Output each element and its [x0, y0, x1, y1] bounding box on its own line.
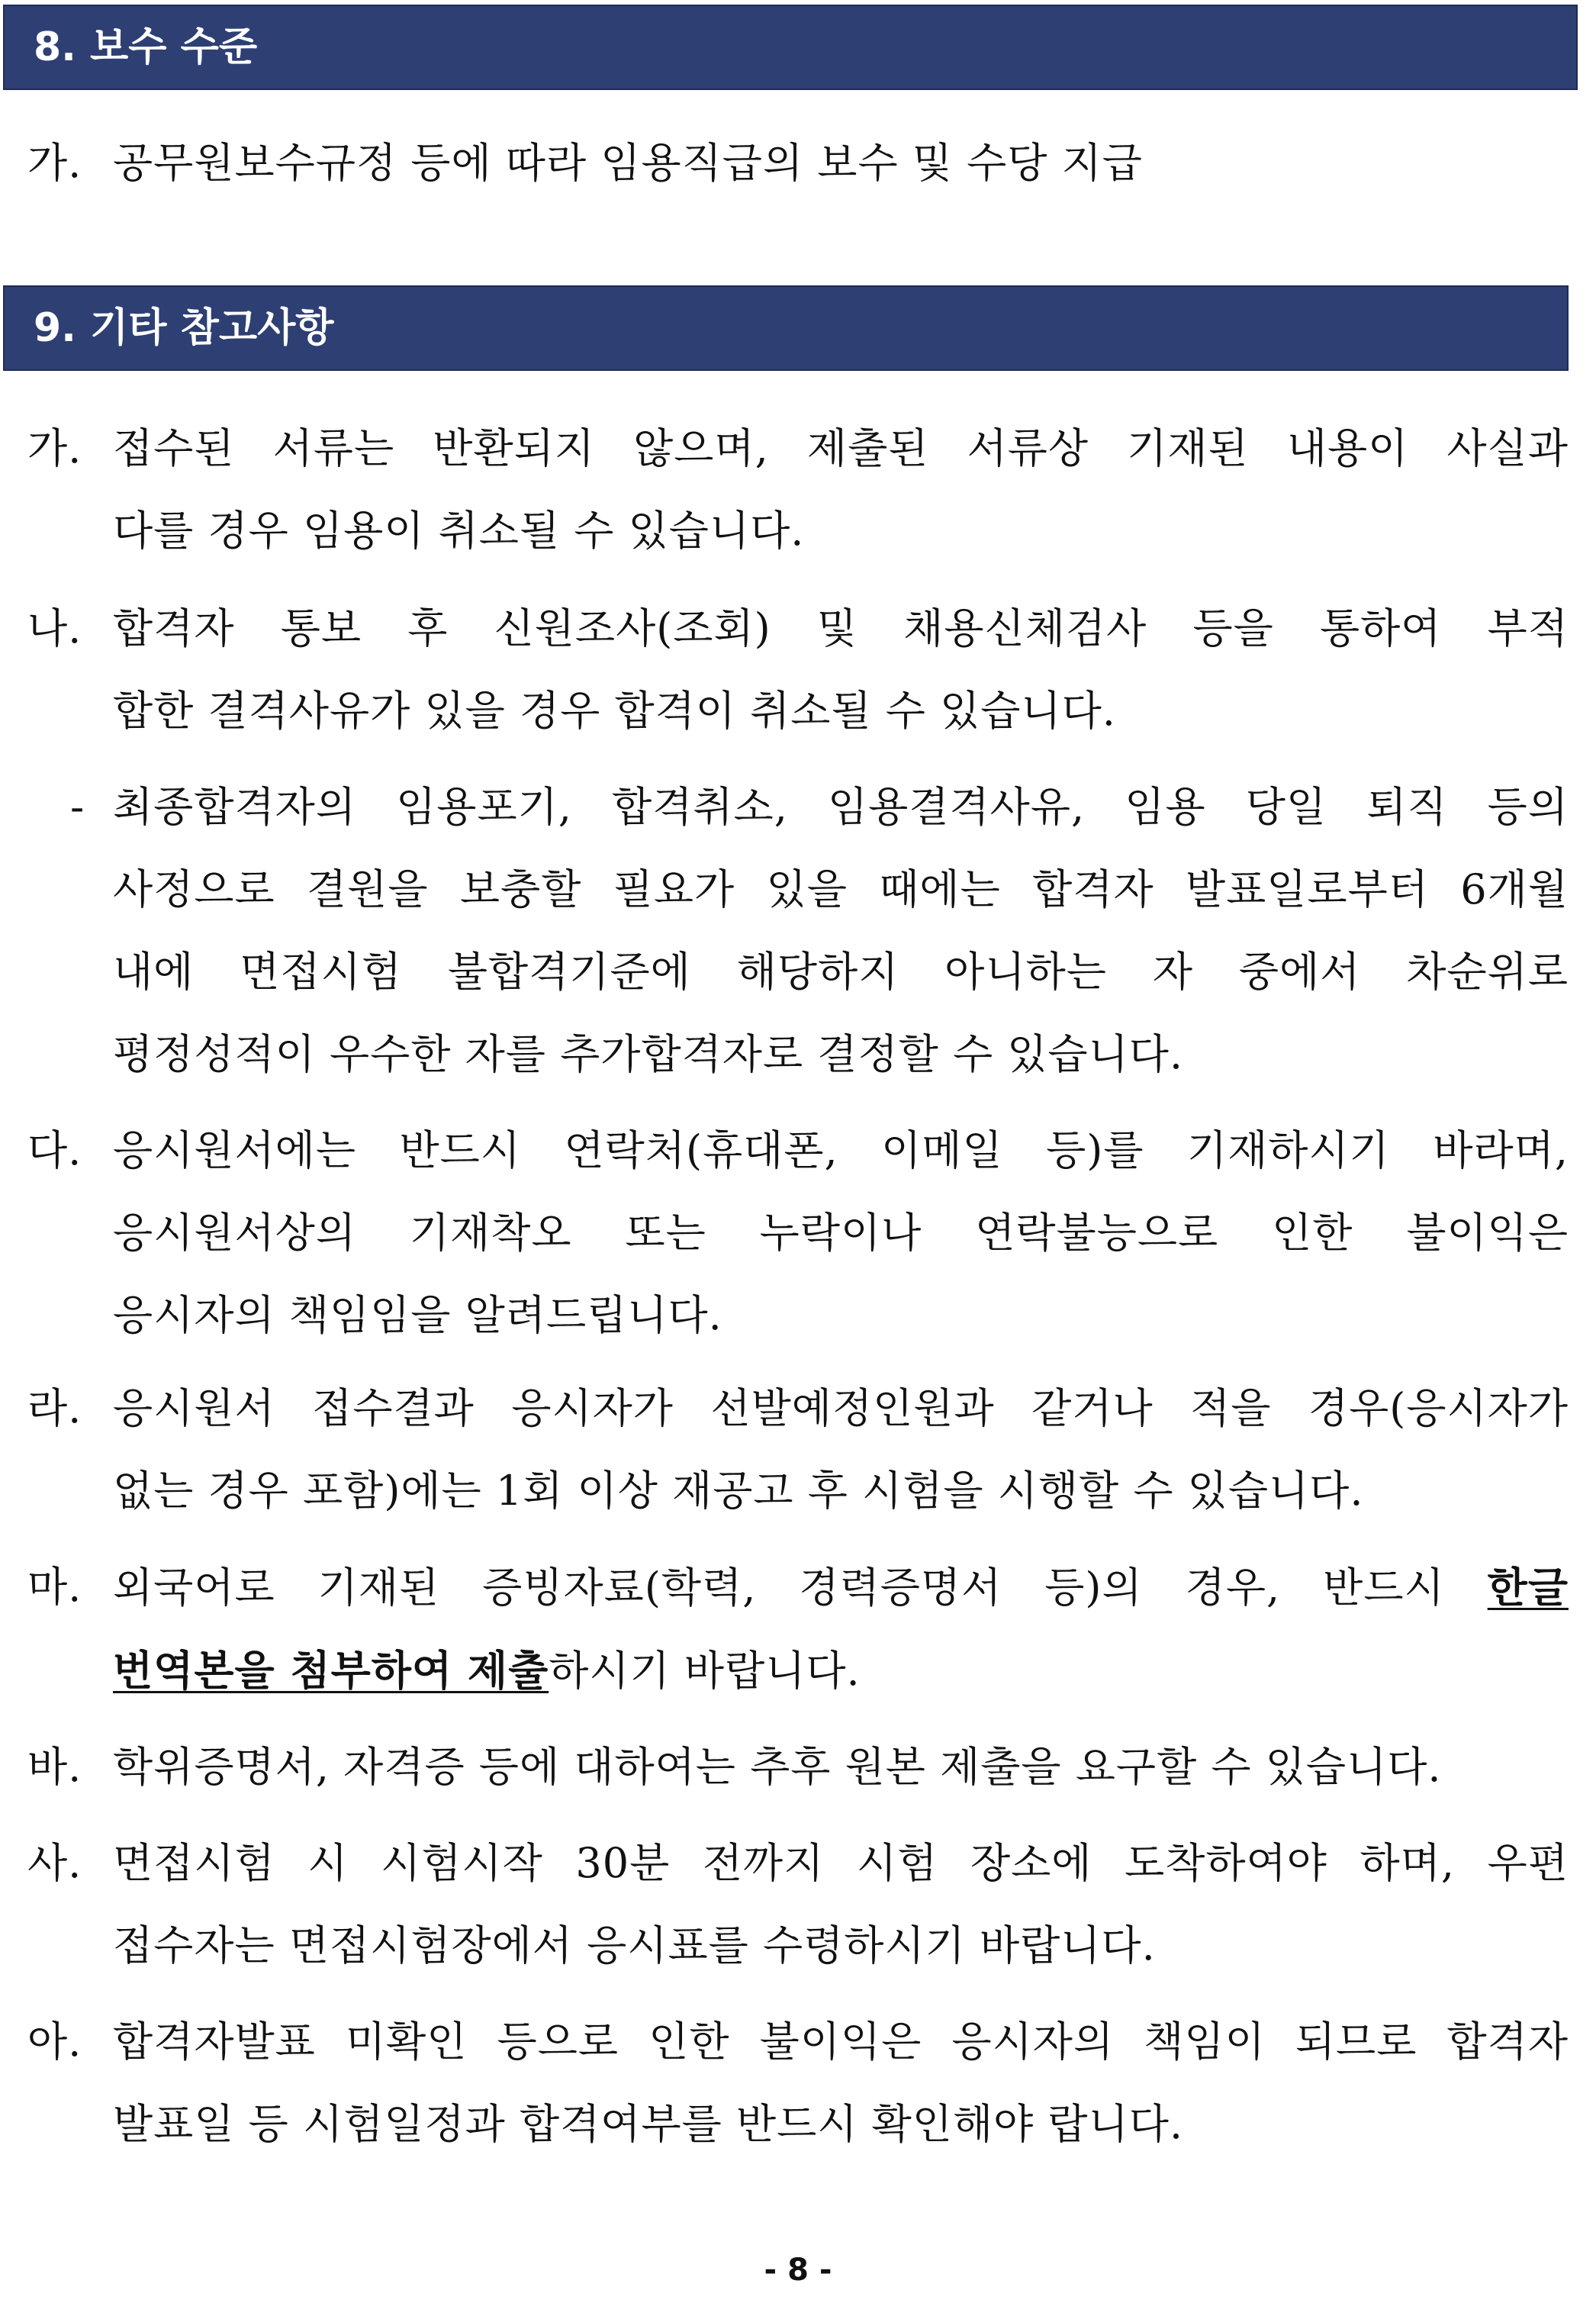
page-number: - 8 - — [764, 2253, 832, 2288]
section-9-item-ba — [27, 1726, 1569, 1808]
section-9-header: 9. 기타 참고사항 — [3, 285, 1569, 371]
item-line: 응시원서에는 반드시 연락처(휴대폰, 이메일 등)를 기재하시기 바라며, — [113, 1126, 1569, 1174]
item-marker: 라. — [27, 1384, 82, 1432]
item-line: 응시원서 접수결과 응시자가 선발예정인원과 같거나 적을 경우(응시자가 — [113, 1384, 1569, 1432]
section-9-item-ga — [27, 407, 1569, 572]
item-marker: 가. — [27, 139, 82, 187]
section-8-item-ga — [27, 122, 1569, 205]
item-line — [113, 1629, 1569, 1712]
item-marker: 사. — [27, 1839, 82, 1887]
item-line — [113, 1546, 1569, 1629]
item-line: 최종합격자의 임용포기, 합격취소, 임용결격사유, 임용 당일 퇴직 등의 — [113, 783, 1569, 831]
item-text: 외국어로 기재된 증빙자료(학력, 경력증명서 등)의 경우, 반드시 — [113, 1564, 1488, 1612]
item-line: 다를 경우 임용이 취소될 수 있습니다. — [113, 507, 805, 555]
item-marker: 아. — [27, 2018, 82, 2066]
section-9-item-ra — [27, 1367, 1569, 1532]
item-line: 학위증명서, 자격증 등에 대하여는 추후 원본 제출을 요구할 수 있습니다. — [113, 1743, 1442, 1791]
item-marker: 바. — [27, 1743, 82, 1791]
item-line: 발표일 등 시험일정과 합격여부를 반드시 확인해야 랍니다. — [113, 2100, 1184, 2148]
section-9-item-da — [27, 1110, 1569, 1357]
emphasis-text: 번역본을 첨부하여 제출 — [113, 1646, 549, 1695]
item-marker: 마. — [27, 1563, 82, 1611]
item-line: 합격자 통보 후 신원조사(조회) 및 채용신체검사 등을 통하여 부적 — [113, 604, 1569, 652]
section-9-item-a — [27, 2001, 1569, 2166]
section-9-item-na — [27, 588, 1569, 752]
item-line: 응시자의 책임임을 알려드립니다. — [113, 1291, 722, 1339]
section-9-item-ma — [27, 1546, 1569, 1712]
item-line: 없는 경우 포함)에는 1회 이상 재공고 후 시험을 시행할 수 있습니다. — [113, 1467, 1364, 1515]
item-marker: 다. — [27, 1126, 82, 1174]
item-line: 면접시험 시 시험시작 30분 전까지 시험 장소에 도착하여야 하며, 우편 — [113, 1839, 1569, 1887]
item-line: 접수된 서류는 반환되지 않으며, 제출된 서류상 기재된 내용이 사실과 — [113, 424, 1569, 472]
item-line: 합격자발표 미확인 등으로 인한 불이익은 응시자의 책임이 되므로 합격자 — [113, 2018, 1569, 2066]
item-line: 사정으로 결원을 보충할 필요가 있을 때에는 합격자 발표일로부터 6개월 — [113, 865, 1569, 913]
item-line: 공무원보수규정 등에 따라 임용직급의 보수 및 수당 지급 — [113, 139, 1143, 187]
item-marker: 나. — [27, 604, 82, 652]
section-9-item-sa — [27, 1822, 1569, 1987]
emphasis-text: 한글 — [1487, 1563, 1569, 1612]
item-marker: 가. — [27, 424, 82, 472]
item-line: 접수자는 면접시험장에서 응시표를 수령하시기 바랍니다. — [113, 1921, 1156, 1969]
item-text: 하시기 바랍니다. — [549, 1647, 861, 1695]
section-8-header: 8. 보수 수준 — [3, 5, 1578, 90]
item-marker: - — [70, 783, 85, 831]
item-line: 내에 면접시험 불합격기준에 해당하지 아니하는 자 중에서 차순위로 — [113, 948, 1569, 996]
item-line: 평정성적이 우수한 자를 추가합격자로 결정할 수 있습니다. — [113, 1030, 1184, 1078]
item-line: 응시원서상의 기재착오 또는 누락이나 연락불능으로 인한 불이익은 — [113, 1209, 1569, 1257]
section-9-sub-item-dash — [27, 766, 1569, 1096]
item-line: 합한 결격사유가 있을 경우 합격이 취소될 수 있습니다. — [113, 687, 1116, 735]
